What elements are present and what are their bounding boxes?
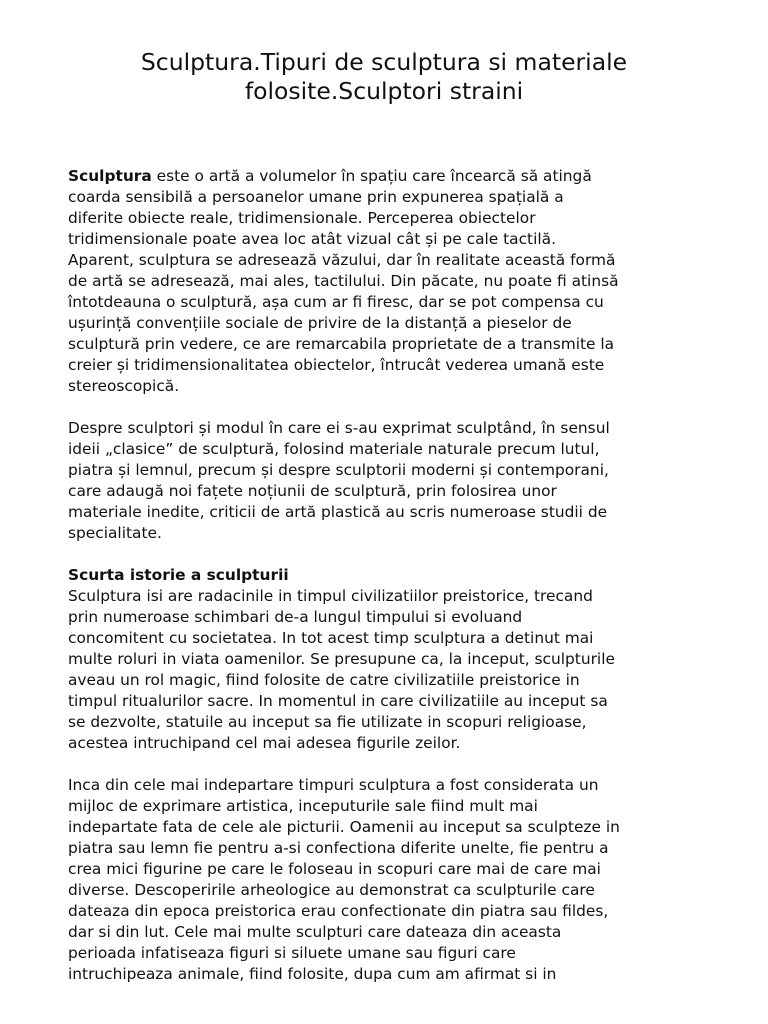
paragraph-line: întotdeauna o sculptură, așa cum ar fi firesc, dar se pot compensa cu <box>68 293 604 311</box>
paragraph-line: specialitate. <box>68 524 162 542</box>
paragraph-line: creier și tridimensionalitatea obiectelor, întrucât vederea umană este <box>68 356 605 374</box>
paragraph-line: ușurință convențiile sociale de privire de la distanță a pieselor de <box>68 314 572 332</box>
history-section <box>68 565 708 754</box>
paragraph-line: crea mici figurine pe care le foloseau in scopuri care mai de care mai <box>68 860 601 878</box>
paragraph-line: intruchipeaza animale, fiind folosite, dupa cum am afirmat si in <box>68 965 557 983</box>
intro-paragraph <box>68 166 708 397</box>
paragraph-line: dateaza din epoca preistorica erau confectionate din piatra sau fildes, <box>68 902 609 920</box>
document-title-line: Sculptura.Tipuri de sculptura si materiale <box>140 48 628 76</box>
sculptors-paragraph <box>68 418 708 544</box>
paragraph-line: piatra sau lemn fie pentru a-si confectiona diferite unelte, fie pentru a <box>68 839 609 857</box>
paragraph-line: coarda sensibilă a persoanelor umane prin expunerea spațială a <box>68 188 564 206</box>
section-heading: Scurta istorie a sculpturii <box>68 566 289 584</box>
paragraph-line: dar si din lut. Cele mai multe sculpturi care dateaza din aceasta <box>68 923 562 941</box>
document-body <box>68 166 708 985</box>
paragraph-line: aveau un rol magic, fiind folosite de catre civilizatiile preistorice in <box>68 671 580 689</box>
paragraph-line: care adaugă noi fațete noțiunii de sculptură, prin folosirea unor <box>68 482 557 500</box>
paragraph-line: Despre sculptori și modul în care ei s-au exprimat sculptând, în sensul <box>68 419 610 437</box>
paragraph-line: Aparent, sculptura se adresează văzului, dar în realitate această formă <box>68 251 616 269</box>
paragraph-line: stereoscopică. <box>68 377 180 395</box>
paragraph-line: mijloc de exprimare artistica, inceputurile sale fiind mult mai <box>68 797 538 815</box>
paragraph-line: materiale inedite, criticii de artă plastică au scris numeroase studii de <box>68 503 608 521</box>
paragraph-line: ideii „clasice” de sculptură, folosind materiale naturale precum lutul, <box>68 440 600 458</box>
paragraph-line: perioada infatiseaza figuri si siluete umane sau figuri care <box>68 944 516 962</box>
paragraph-line: se dezvolte, statuile au inceput sa fie utilizate in scopuri religioase, <box>68 713 587 731</box>
paragraph-line: acestea intruchipand cel mai adesea figurile zeilor. <box>68 734 461 752</box>
document-title-line: folosite.Sculptori straini <box>244 77 524 105</box>
document-title <box>60 48 708 106</box>
paragraph-line: de artă se adresează, mai ales, tactilului. Din păcate, nu poate fi atinsă <box>68 272 619 290</box>
paragraph-line: Sculptura isi are radacinile in timpul civilizatiilor preistorice, trecand <box>68 587 593 605</box>
paragraph-line: sculptură prin vedere, ce are remarcabila proprietate de a transmite la <box>68 335 615 353</box>
paragraph-line: concomitent cu societatea. In tot acest timp sculptura a detinut mai <box>68 629 594 647</box>
origins-paragraph <box>68 775 708 985</box>
line-text: este o artă a volumelor în spațiu care încearcă să atingă <box>151 167 592 185</box>
paragraph-line: piatra și lemnul, precum și despre sculptorii moderni și contemporani, <box>68 461 609 479</box>
lead-term: Sculptura <box>68 167 152 185</box>
paragraph-line: multe roluri in viata oamenilor. Se presupune ca, la inceput, sculpturile <box>68 650 615 668</box>
paragraph-line: prin numeroase schimbari de-a lungul timpului si evoluand <box>68 608 523 626</box>
paragraph-line: timpul ritualurilor sacre. In momentul in care civilizatiile au inceput sa <box>68 692 608 710</box>
paragraph-gap <box>68 544 708 565</box>
paragraph-line: Inca din cele mai indepartare timpuri sculptura a fost considerata un <box>68 776 599 794</box>
paragraph-line: tridimensionale poate avea loc atât vizual cât și pe cale tactilă. <box>68 230 556 248</box>
paragraph-line: diferite obiecte reale, tridimensionale. Perceperea obiectelor <box>68 209 536 227</box>
paragraph-line <box>68 166 708 187</box>
paragraph-line: diverse. Descoperirile arheologice au demonstrat ca sculpturile care <box>68 881 595 899</box>
paragraph-gap <box>68 754 708 775</box>
paragraph-line: indepartate fata de cele ale picturii. Oamenii au inceput sa sculpteze in <box>68 818 620 836</box>
paragraph-gap <box>68 397 708 418</box>
